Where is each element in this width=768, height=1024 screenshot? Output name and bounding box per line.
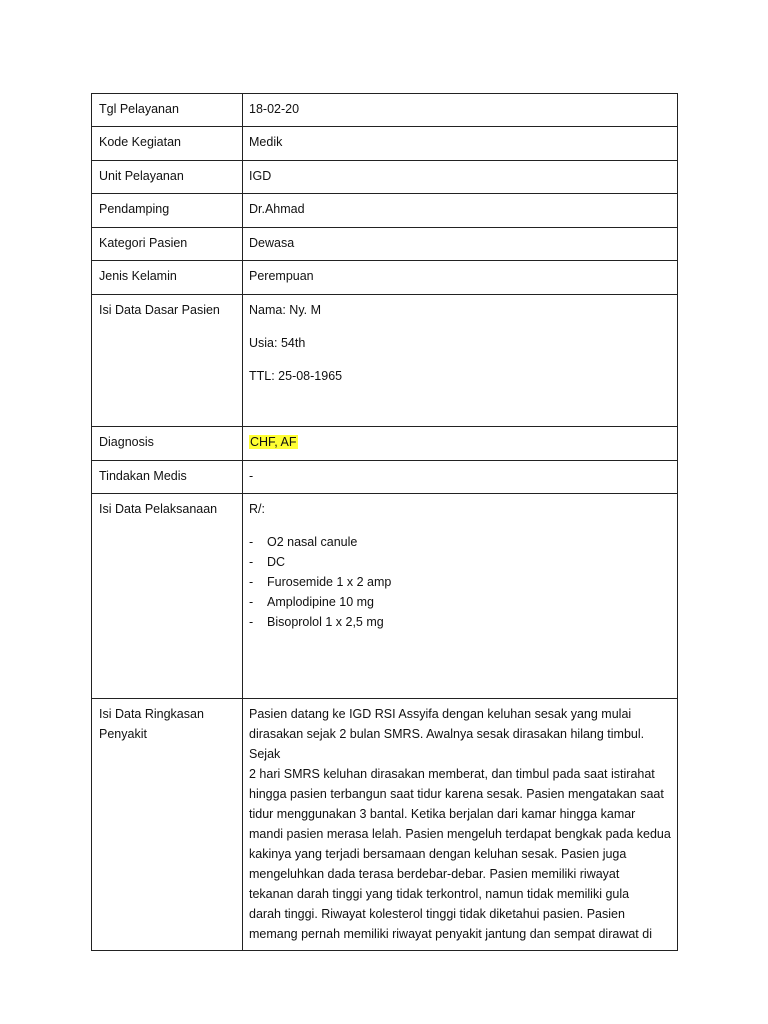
prescription-heading: R/: — [249, 502, 265, 516]
prescription-list — [249, 532, 671, 632]
label-diagnosis: Diagnosis — [92, 427, 243, 461]
list-item: - Bisoprolol 1 x 2,5 mg — [249, 615, 384, 629]
value-data-pelaksanaan — [243, 494, 678, 699]
value-pendamping: Dr.Ahmad — [243, 194, 678, 228]
row-tindakan-medis — [92, 461, 678, 494]
summary-line: kakinya yang terjadi bersamaan dengan keluhan sesak. Pasien juga — [249, 847, 627, 861]
value-tgl-pelayanan: 18-02-20 — [243, 94, 678, 127]
label-ringkasan-penyakit: Isi Data Ringkasan Penyakit — [92, 699, 243, 951]
patient-service-form-table — [91, 93, 678, 951]
row-tgl-pelayanan — [92, 94, 678, 127]
label-kode-kegiatan: Kode Kegiatan — [92, 127, 243, 161]
label-data-pelaksanaan: Isi Data Pelaksanaan — [92, 494, 243, 699]
list-item: - DC — [249, 555, 286, 569]
value-diagnosis — [243, 427, 678, 461]
value-unit-pelayanan: IGD — [243, 161, 678, 194]
label-tgl-pelayanan: Tgl Pelayanan — [92, 94, 243, 127]
label-data-dasar-pasien: Isi Data Dasar Pasien — [92, 295, 243, 427]
patient-age: Usia: 54th — [249, 336, 306, 350]
summary-line: 2 hari SMRS keluhan dirasakan memberat, dan timbul pada saat istirahat — [249, 767, 655, 781]
row-pendamping — [92, 194, 678, 228]
list-item: - Amplodipine 10 mg — [249, 595, 375, 609]
row-jenis-kelamin — [92, 261, 678, 295]
row-unit-pelayanan — [92, 161, 678, 194]
summary-line: memang pernah memiliki riwayat penyakit jantung dan sempat dirawat di — [249, 927, 652, 941]
label-kategori-pasien: Kategori Pasien — [92, 228, 243, 261]
value-kode-kegiatan: Medik — [243, 127, 678, 161]
summary-line: hingga pasien terbangun saat tidur karena sesak. Pasien mengatakan saat — [249, 787, 664, 801]
row-data-dasar-pasien — [92, 295, 678, 427]
value-jenis-kelamin: Perempuan — [243, 261, 678, 295]
list-item: - Furosemide 1 x 2 amp — [249, 575, 392, 589]
label-jenis-kelamin: Jenis Kelamin — [92, 261, 243, 295]
value-kategori-pasien: Dewasa — [243, 228, 678, 261]
patient-name: Nama: Ny. M — [249, 303, 321, 317]
summary-line: mengeluhkan dada terasa berdebar-debar. Pasien memiliki riwayat — [249, 867, 620, 881]
patient-birth-date: TTL: 25-08-1965 — [249, 369, 343, 383]
summary-line: darah tinggi. Riwayat kolesterol tinggi tidak diketahui pasien. Pasien — [249, 907, 625, 921]
label-unit-pelayanan: Unit Pelayanan — [92, 161, 243, 194]
summary-line: mandi pasien merasa lelah. Pasien mengeluh terdapat bengkak pada kedua — [249, 827, 671, 841]
row-data-pelaksanaan — [92, 494, 678, 699]
diagnosis-highlight: CHF, AF — [250, 435, 297, 449]
list-item: - O2 nasal canule — [249, 535, 358, 549]
label-pendamping: Pendamping — [92, 194, 243, 228]
row-ringkasan-penyakit — [92, 699, 678, 951]
summary-line: dirasakan sejak 2 bulan SMRS. Awalnya sesak dirasakan hilang timbul. Sejak — [249, 727, 645, 761]
summary-line: tekanan darah tinggi yang tidak terkontrol, namun tidak memiliki gula — [249, 887, 630, 901]
summary-line: tidur menggunakan 3 bantal. Ketika berjalan dari kamar hingga kamar — [249, 807, 636, 821]
value-tindakan-medis: - — [243, 461, 678, 494]
row-diagnosis — [92, 427, 678, 461]
value-data-dasar-pasien — [243, 295, 678, 427]
row-kategori-pasien — [92, 228, 678, 261]
label-tindakan-medis: Tindakan Medis — [92, 461, 243, 494]
row-kode-kegiatan — [92, 127, 678, 161]
value-ringkasan-penyakit — [243, 699, 678, 951]
summary-line: Pasien datang ke IGD RSI Assyifa dengan keluhan sesak yang mulai — [249, 707, 632, 721]
